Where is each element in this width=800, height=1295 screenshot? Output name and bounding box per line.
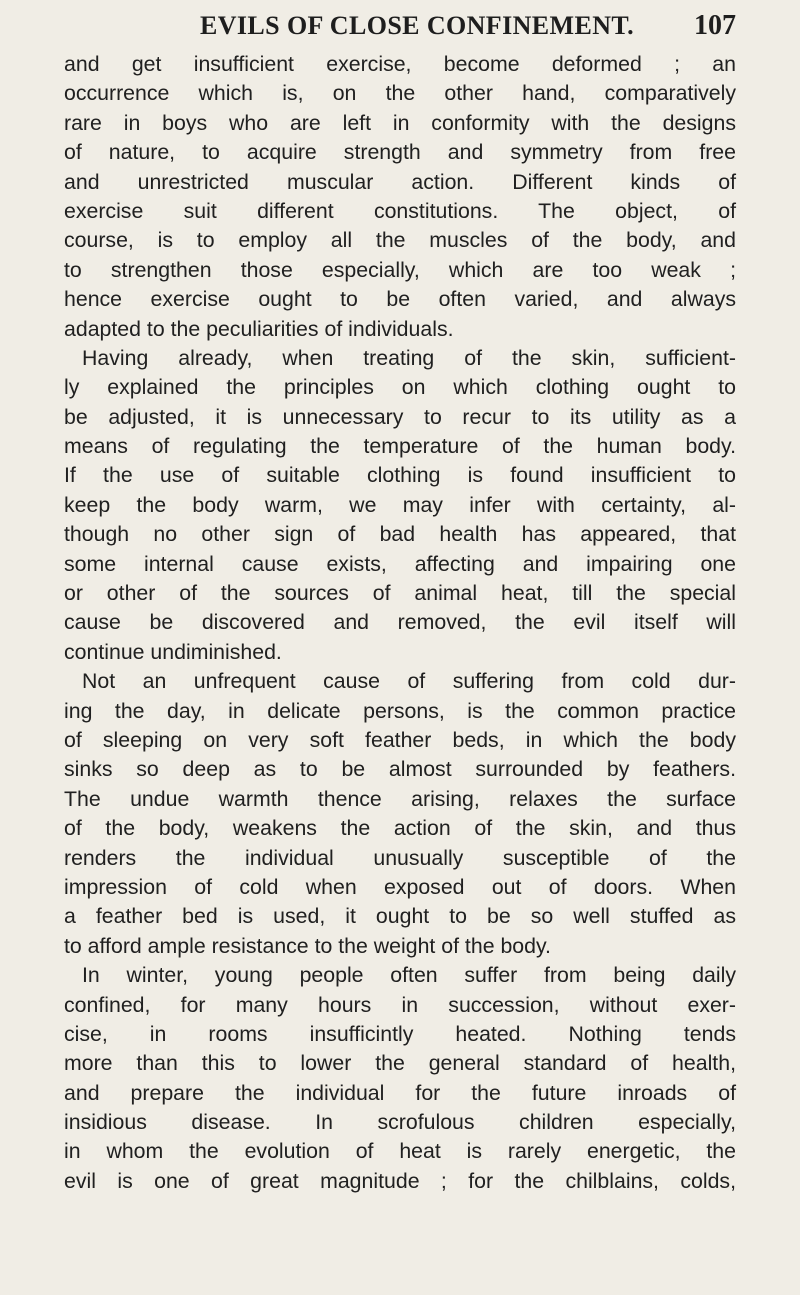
text-line: means of regulating the temperature of the human body.: [64, 434, 736, 459]
text-line: rare in boys who are left in conformity with the designs: [64, 110, 736, 135]
text-line: insidious disease. In scrofulous children especially,: [64, 1110, 736, 1135]
text-line: or other of the sources of animal heat, till the special: [64, 581, 736, 606]
text-line: to strengthen those especially, which are too weak ;: [64, 257, 736, 282]
text-line: be adjusted, it is unnecessary to recur to its utility as a: [64, 404, 736, 429]
text-line: keep the body warm, we may infer with certainty, al-: [64, 492, 736, 517]
body-text: [64, 50, 736, 1196]
text-line: evil is one of great magnitude ; for the chilblains, colds,: [64, 1168, 736, 1193]
text-line: exercise suit different constitutions. The object, of: [64, 198, 736, 223]
text-line: though no other sign of bad health has appeared, that: [64, 522, 736, 547]
text-line: Having already, when treating of the skin, sufficient-: [82, 345, 736, 370]
text-line: ly explained the principles on which clothing ought to: [64, 375, 736, 400]
text-line: to afford ample resistance to the weight of the body.: [64, 933, 551, 958]
text-line: hence exercise ought to be often varied, and always: [64, 287, 736, 312]
text-line: in whom the evolution of heat is rarely energetic, the: [64, 1139, 736, 1164]
text-line: sinks so deep as to be almost surrounded by feathers.: [64, 757, 736, 782]
text-line: cause be discovered and removed, the evil itself will: [64, 610, 736, 635]
page-number: 107: [694, 10, 736, 41]
text-line: more than this to lower the general standard of health,: [64, 1051, 736, 1076]
text-line: of the body, weakens the action of the skin, and thus: [64, 816, 736, 841]
text-line: and get insufficient exercise, become deformed ; an: [64, 52, 736, 76]
text-line: course, is to employ all the muscles of the body, and: [64, 228, 736, 253]
text-line: adapted to the peculiarities of individuals.: [64, 316, 454, 341]
text-line: of nature, to acquire strength and symmetry from free: [64, 140, 736, 165]
text-line: confined, for many hours in succession, without exer-: [64, 992, 736, 1017]
text-line: and prepare the individual for the future inroads of: [64, 1080, 736, 1105]
text-line: cise, in rooms insufficintly heated. Nothing tends: [64, 1021, 736, 1046]
text-line: In winter, young people often suffer from being daily: [82, 963, 736, 988]
text-line: impression of cold when exposed out of doors. When: [64, 874, 736, 899]
text-line: a feather bed is used, it ought to be so well stuffed as: [64, 904, 736, 929]
text-line: renders the individual unusually susceptible of the: [64, 845, 736, 870]
text-line: occurrence which is, on the other hand, comparatively: [64, 81, 736, 106]
running-title: EVILS OF CLOSE CONFINEMENT.: [200, 11, 635, 40]
text-line: some internal cause exists, affecting and impairing one: [64, 551, 736, 576]
text-line: If the use of suitable clothing is found insufficient to: [64, 463, 736, 488]
text-line: Not an unfrequent cause of suffering from cold dur-: [82, 669, 736, 694]
text-line: continue undiminished.: [64, 639, 282, 664]
text-line: The undue warmth thence arising, relaxes the surface: [64, 786, 736, 811]
text-line: ing the day, in delicate persons, is the common practice: [64, 698, 736, 723]
text-line: and unrestricted muscular action. Different kinds of: [64, 169, 736, 194]
text-line: of sleeping on very soft feather beds, in which the body: [64, 727, 736, 752]
page-header: [64, 6, 736, 46]
